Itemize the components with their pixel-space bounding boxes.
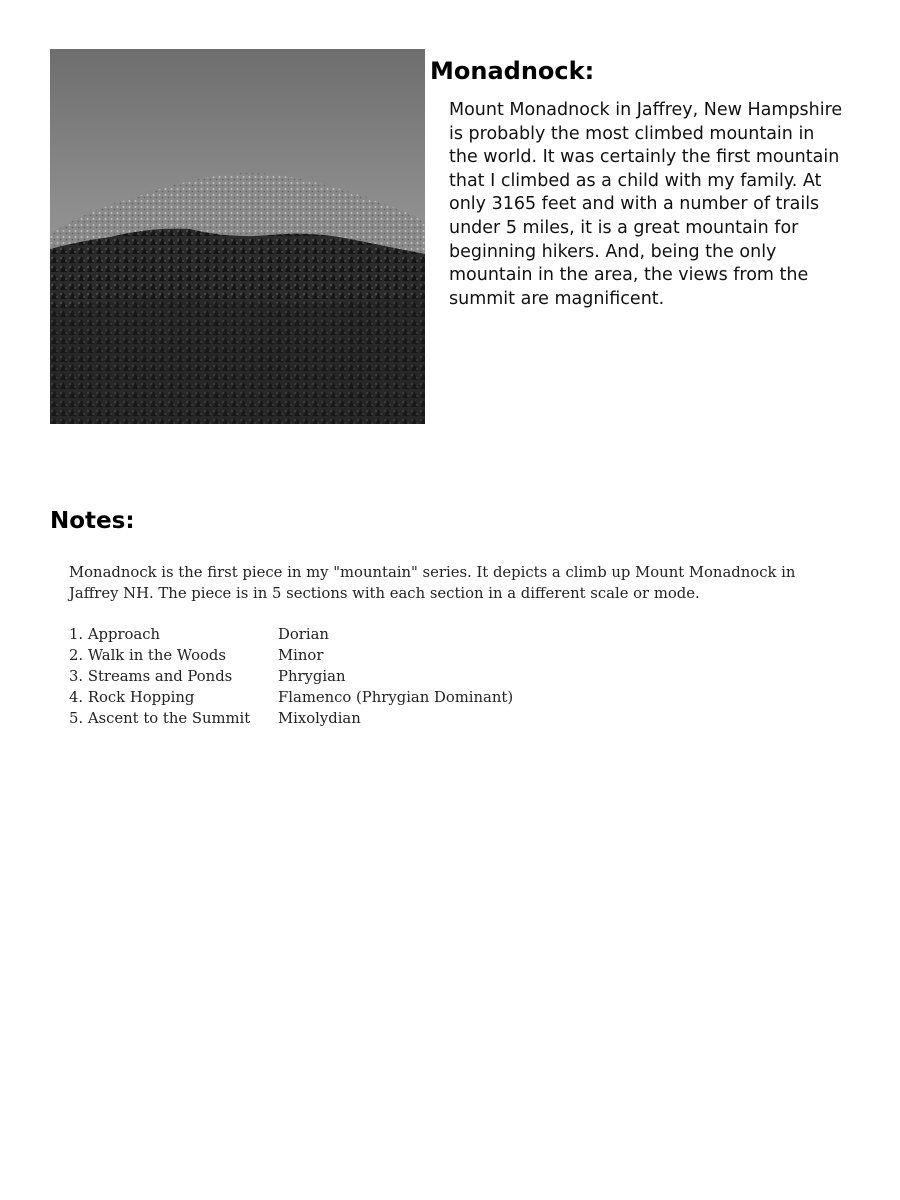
list-item [69,708,513,729]
section-name: 3. Streams and Ponds [69,668,233,685]
section-mode: Dorian [278,626,329,643]
notes-paragraph: Monadnock is the first piece in my "mountain" series. It depicts a climb up Mount Monadnock in Jaffrey NH. The piece is in 5 sections with each section in a different scale or mode. [69,564,796,602]
mountain-photo [50,49,425,424]
page-title: Monadnock: [430,57,595,85]
list-item [69,687,513,708]
section-mode: Mixolydian [278,710,361,727]
list-item [69,666,513,687]
notes-heading: Notes: [50,508,135,534]
intro-paragraph: Mount Monadnock in Jaffrey, New Hampshire is probably the most climbed mountain in the world. It was certainly the first mountain that I climbed as a child with my family. At only 3165 feet and with a number of trails under 5 miles, it is a great mountain for beginning hikers. And, being the only mountain in the area, the views from the summit are magnificent. [449,100,843,309]
section-name: 2. Walk in the Woods [69,647,226,664]
section-name: 4. Rock Hopping [69,689,195,706]
section-name: 1. Approach [69,626,161,643]
list-item [69,645,513,666]
section-name: 5. Ascent to the Summit [69,710,251,727]
section-mode: Flamenco (Phrygian Dominant) [278,689,514,706]
section-mode: Minor [278,647,324,664]
sections-list [69,624,513,729]
list-item [69,624,513,645]
section-mode: Phrygian [278,668,346,685]
